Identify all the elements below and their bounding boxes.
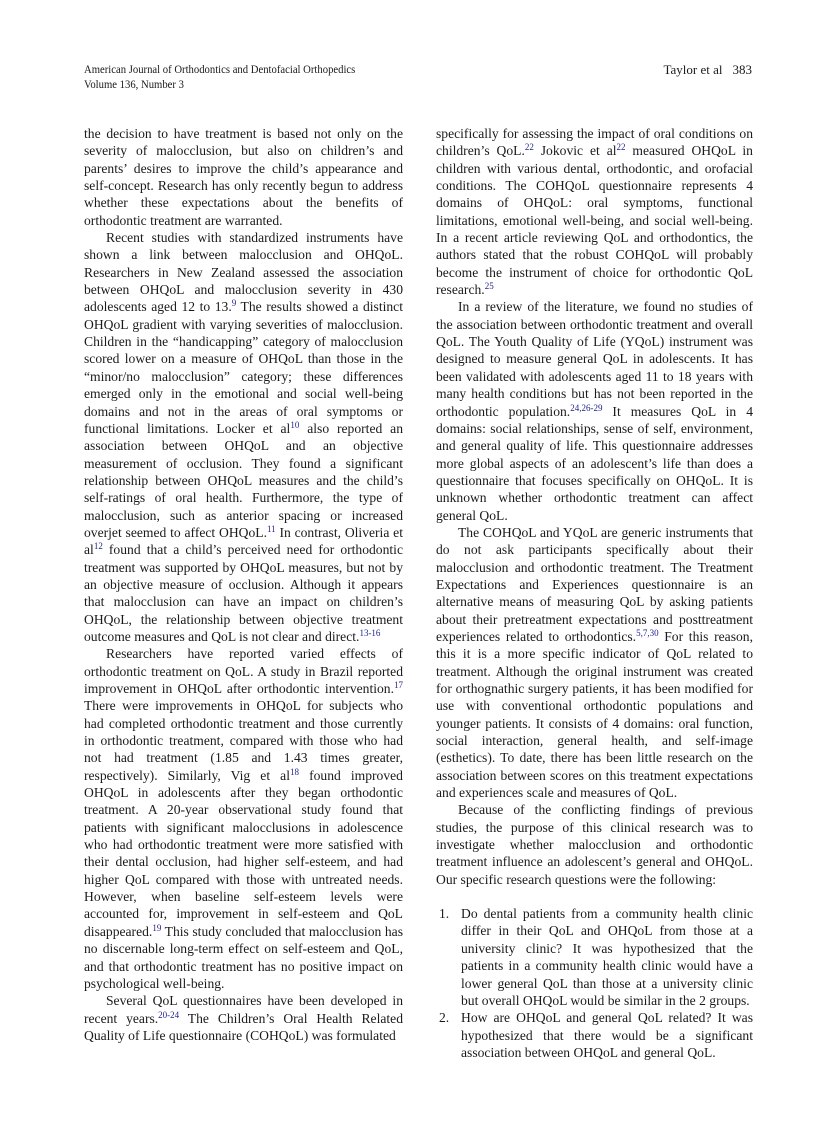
list-number: 2. bbox=[439, 1010, 450, 1026]
paragraph: The COHQoL and YQoL are generic instruments that do not ask participants specifically about their malocclusion and orthodontic treatment. The Treatment Expectations and Experiences questionnaire is an alternative means of measuring QoL by asking patients about their pretreatment expectations and posttreatment experiences related to orthodontics.$^{5,7,30}$ For this reason, this it is a more specific indicator of QoL related to treatment. Although the original instrument was created for orthognathic surgery patients, it has been modified for use with conventional orthodontic populations and younger patients. It consists of 4 domains: oral function, social interaction, general health, and self-image (esthetics). To date, there has been little research on the association between scores on this treatment expectations and experiences scale and measures of QoL. bbox=[436, 524, 753, 801]
running-author-and-page bbox=[663, 62, 752, 77]
citation-link[interactable]: 22 bbox=[524, 142, 534, 153]
list-number: 1. bbox=[439, 906, 450, 922]
paragraph: Recent studies with standardized instruments have shown a link between malocclusion and OHQoL. Researchers in New Zealand assessed the association between OHQoL and malocclusion severity in 430 adolescents aged 12 to 13.$^9$ The results showed a distinct OHQoL gradient with varying severities of malocclusion. Children in the “handicapping” category of malocclusion scored lower on a measure of OHQoL than those in the “minor/no malocclusion” category; these differences emerged only in the emotional and social well-being domains and not in the areas of oral symptoms or functional limitations. Locker et al$^{10}$ also reported an association between OHQoL and an objective measurement of occlusion. They found a significant relationship between OHQoL measures and the child’s self-ratings of oral health. Furthermore, the type of malocclusion, such as anterior spacing or increased overjet seemed to affect OHQoL.$^{11}$ In contrast, Oliveria et al$^{12}$ found that a child’s perceived need for orthodontic treatment was supported by OHQoL measures, but not by an objective measure of occlusion. Although it appears that malocclusion can have an impact on children’s OHQoL, the relationship between objective treatment outcome measures and QoL is not clear and direct.$^{13-16}$ bbox=[84, 230, 403, 644]
research-questions-list bbox=[436, 905, 753, 1061]
citation-link[interactable]: 20-24 bbox=[158, 1009, 180, 1020]
list-item bbox=[436, 1009, 753, 1061]
paragraph: In a review of the literature, we found no studies of the association between orthodontic treatment and overall QoL. The Youth Quality of Life (YQoL) instrument was designed to measure general QoL in adolescents. It has been validated with adolescents aged 11 to 18 years with many health conditions but has not been reported in the orthodontic population.$^{24,26-29}$ It measures QoL in 4 domains: social relationships, sense of self, environment, and general quality of life. This questionnaire addresses more global aspects of an adolescent’s life than does a questionnaire that focuses specifically on OHQoL. It is unknown whether orthodontic treatment can affect general QoL. bbox=[436, 299, 753, 523]
list-item-text: Do dental patients from a community health clinic differ in their QoL and OHQoL from those at a university clinic? It was hypothesized that the patients in a community health clinic would have a lower general QoL than those at a university clinic but overall OHQoL would be similar in the 2 groups. bbox=[461, 906, 753, 1008]
citation-link[interactable]: 19 bbox=[152, 922, 162, 933]
paragraph: Because of the conflicting findings of previous studies, the purpose of this clinical research was to investigate whether malocclusion and orthodontic treatment influence an adolescent’s general and OHQoL. Our specific research questions were the following: bbox=[436, 802, 753, 887]
citation-link[interactable]: 18 bbox=[290, 766, 299, 777]
citation-link[interactable]: 17 bbox=[394, 680, 403, 690]
journal-title: American Journal of Orthodontics and Dentofacial Orthopedics bbox=[84, 63, 356, 76]
paragraph: Researchers have reported varied effects of orthodontic treatment on QoL. A study in Brazil reported improvement in OHQoL after orthodontic intervention.$^{17}$ There were improvements in OHQoL for subjects who had completed orthodontic treatment and those currently in orthodontic treatment, compared with those who had not had treatment (1.85 and 1.43 times greater, respectively). Similarly, Vig et al$^{18}$ found improved OHQoL in adolescents after they began orthodontic treatment. A 20-year observational study found that patients with significant malocclusions in adolescence who had orthodontic treatment were more satisfied with their dental occlusion, had higher self-esteem, and had higher QoL compared with those with untreated needs. However, when baseline self-esteem levels were accounted for, improvement in self-esteem and QoL disappeared.$^{19}$ This study concluded that malocclusion has no discernable long-term effect on self-esteem and QoL, and that orthodontic treatment has no positive impact on psychological well-being. bbox=[84, 646, 403, 991]
left-column bbox=[84, 125, 403, 1044]
citation-link[interactable]: 25 bbox=[484, 281, 494, 292]
journal-volume: Volume 136, Number 3 bbox=[84, 78, 184, 91]
citation-link[interactable]: 13-16 bbox=[359, 627, 381, 638]
paragraph: the decision to have treatment is based not only on the severity of malocclusion, but also on children’s and parents’ desires to improve the child’s appearance and self-concept. Research has only recently begun to address whether these expectations about the benefits of orthodontic treatment are warranted. bbox=[84, 126, 403, 228]
paragraph: Several QoL questionnaires have been developed in recent years.$^{20-24}$ The Children’s Oral Health Related Quality of Life questionnaire (COHQoL) was formulated bbox=[84, 993, 403, 1043]
citation-link[interactable]: 5,7,30 bbox=[636, 627, 659, 638]
right-column bbox=[436, 125, 753, 1061]
citation-link[interactable]: 22 bbox=[616, 142, 626, 153]
citation-link[interactable]: 11 bbox=[266, 523, 276, 534]
list-item bbox=[436, 905, 753, 1009]
citation-link[interactable]: 10 bbox=[290, 419, 300, 430]
citation-link[interactable]: 9 bbox=[231, 298, 237, 309]
paragraph: specifically for assessing the impact of oral conditions on children’s QoL.$^{22}$ Jokovic et al$^{22}$ measured OHQoL in children with various dental, orthodontic, and orofacial conditions. The COHQoL questionnaire represents 4 domains of OHQoL: oral symptoms, functional limitations, emotional well-being, and social well-being. In a recent article reviewing QoL and orthodontics, the authors stated that the robust COHQoL will probably become the instrument of choice for orthodontic QoL research.$^{25}$ bbox=[436, 126, 753, 298]
running-author: Taylor et al bbox=[663, 62, 723, 77]
citation-link[interactable]: 24,26-29 bbox=[570, 402, 603, 413]
citation-link[interactable]: 12 bbox=[93, 541, 103, 552]
page-number: 383 bbox=[732, 62, 752, 77]
list-item-text: How are OHQoL and general QoL related? It was hypothesized that there would be a significant association between OHQoL and general QoL. bbox=[461, 1010, 753, 1060]
